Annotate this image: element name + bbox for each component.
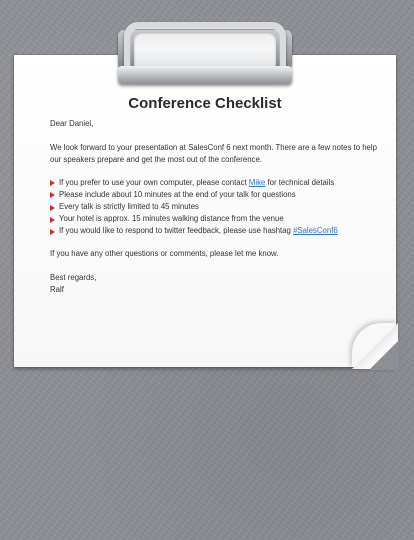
- checklist-item: [50, 201, 380, 213]
- red-triangle-bullet-icon: [50, 180, 55, 186]
- clipboard-clip-icon: [118, 22, 292, 88]
- signoff-text: Best regards,: [50, 272, 97, 282]
- red-triangle-bullet-icon: [50, 217, 55, 223]
- signature: Ralf: [50, 285, 64, 295]
- letter-body: [50, 118, 380, 296]
- hashtag-link[interactable]: #SalesConf6: [293, 226, 338, 236]
- checklist-item: [50, 189, 380, 201]
- clip-hinge: [118, 66, 292, 84]
- red-triangle-bullet-icon: [50, 205, 55, 211]
- checklist-item-text: Please include about 10 minutes at the end of your talk for questions: [59, 189, 296, 199]
- checklist-item-text: Every talk is strictly limited to 45 minutes: [59, 202, 199, 212]
- checklist-item-text: Your hotel is approx. 15 minutes walking distance from the venue: [59, 214, 284, 224]
- red-triangle-bullet-icon: [50, 229, 55, 235]
- checklist: [50, 177, 380, 238]
- checklist-item: [50, 177, 380, 189]
- closing-paragraph: If you have any other questions or comments, please let me know.: [50, 248, 279, 258]
- checklist-item: [50, 213, 380, 225]
- red-triangle-bullet-icon: [50, 192, 55, 198]
- contact-mike-link[interactable]: Mike: [248, 177, 266, 187]
- checklist-item-text: If you prefer to use your own computer, please contact: [59, 177, 249, 187]
- signoff: [50, 272, 380, 296]
- greeting: Dear Daniel,: [50, 119, 94, 128]
- checklist-item: [50, 225, 380, 237]
- checklist-item-text: If you would like to respond to twitter feedback, please use hashtag: [59, 226, 294, 236]
- checklist-item-text: for technical details: [265, 177, 335, 187]
- page-title: Conference Checklist: [128, 95, 282, 112]
- intro-paragraph: We look forward to your presentation at SalesConf 6 next month. There are a few notes to help our speakers prepare and get the most out of the conference.: [50, 143, 377, 165]
- paper-sheet: [14, 55, 396, 367]
